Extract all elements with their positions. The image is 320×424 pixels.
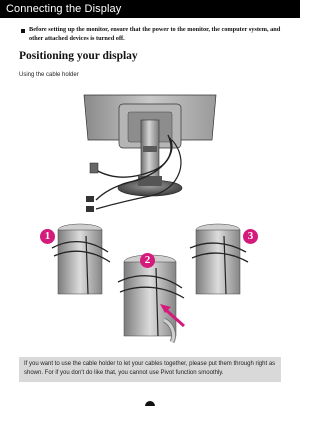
info-text: If you want to use the cable holder to let your cables together, please put them through right as shown. For if you don't do like that, you cannot use Pivot function smoothly. [24, 361, 276, 376]
cable-holder-illustration [190, 224, 248, 294]
step-3-badge: 3 [243, 229, 258, 244]
cable-holder-illustration [118, 255, 184, 342]
info-box [19, 357, 281, 382]
header-title: Connecting the Display [6, 3, 122, 15]
warning-note: Before setting up the monitor, ensure that the power to the monitor, the computer system, and other attached devices is turned off. [29, 26, 281, 43]
monitor-back-illustration [84, 95, 216, 212]
step-2-badge: 2 [140, 253, 155, 268]
step-1-badge: 1 [40, 229, 55, 244]
page-marker [145, 401, 155, 406]
cable-holder-illustration [52, 224, 110, 294]
section-subtitle: Using the cable holder [19, 72, 79, 78]
section-title: Positioning your display [19, 50, 138, 62]
